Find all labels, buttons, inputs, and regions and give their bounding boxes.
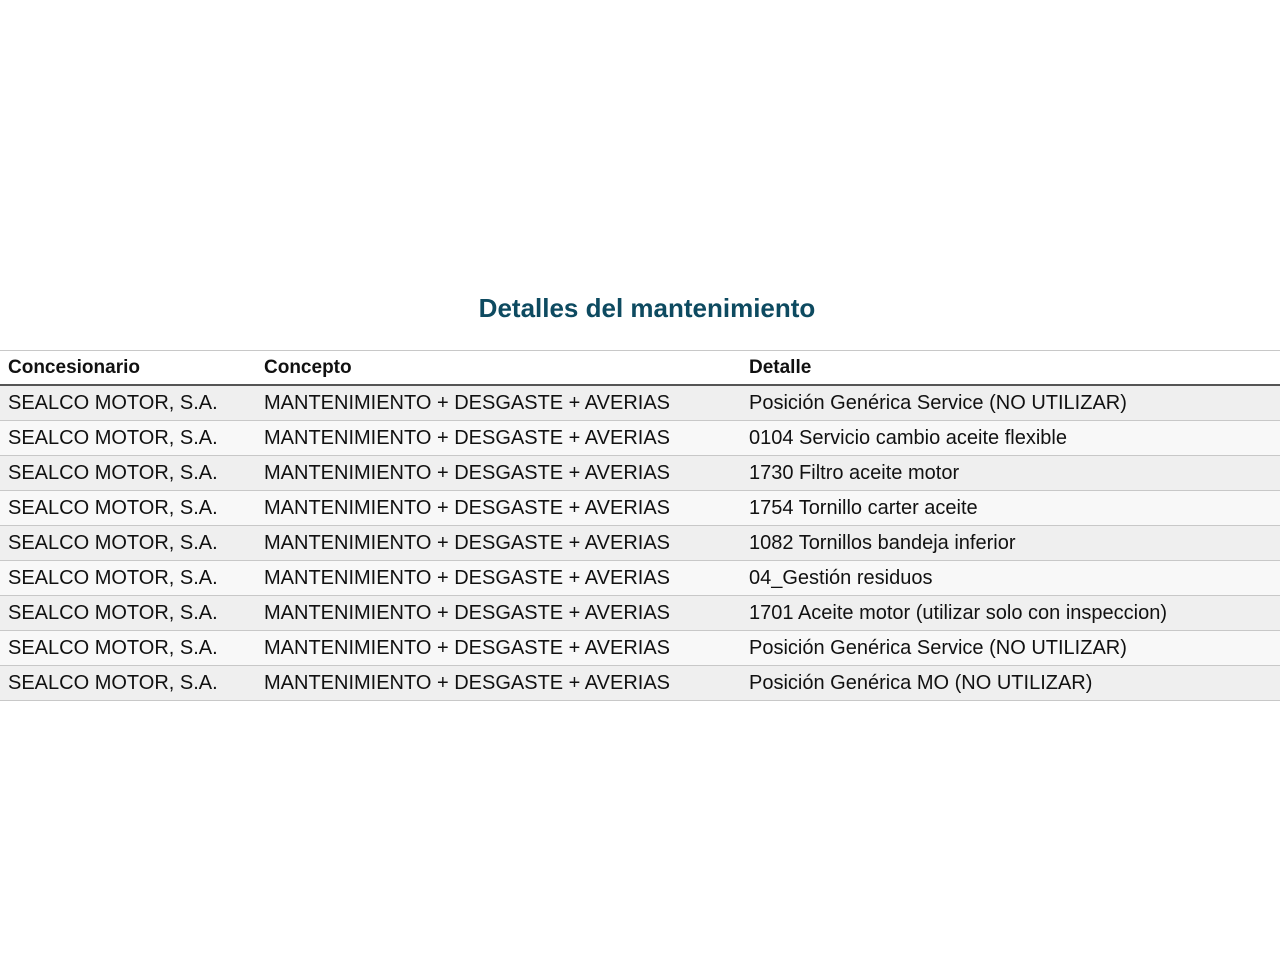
cell-concesionario: SEALCO MOTOR, S.A. xyxy=(8,567,218,589)
cell-concepto: MANTENIMIENTO + DESGASTE + AVERIAS xyxy=(264,392,671,414)
table-header-row xyxy=(0,351,1280,386)
cell-concesionario: SEALCO MOTOR, S.A. xyxy=(8,532,218,554)
table-row xyxy=(0,456,1280,491)
table-row xyxy=(0,526,1280,561)
cell-detalle: 1082 Tornillos bandeja inferior xyxy=(749,532,1016,554)
page-title: Detalles del mantenimiento xyxy=(478,293,816,323)
cell-detalle: Posición Genérica Service (NO UTILIZAR) xyxy=(749,392,1127,414)
table-row xyxy=(0,631,1280,666)
table-row xyxy=(0,561,1280,596)
cell-detalle: Posición Genérica MO (NO UTILIZAR) xyxy=(749,672,1093,694)
cell-concepto: MANTENIMIENTO + DESGASTE + AVERIAS xyxy=(264,637,671,659)
table-row xyxy=(0,666,1280,701)
cell-detalle: 0104 Servicio cambio aceite flexible xyxy=(749,427,1067,449)
cell-concepto: MANTENIMIENTO + DESGASTE + AVERIAS xyxy=(264,602,671,624)
cell-concesionario: SEALCO MOTOR, S.A. xyxy=(8,497,218,519)
cell-detalle: 04_Gestión residuos xyxy=(749,567,933,589)
cell-detalle: 1754 Tornillo carter aceite xyxy=(749,497,978,519)
cell-concesionario: SEALCO MOTOR, S.A. xyxy=(8,637,218,659)
cell-concesionario: SEALCO MOTOR, S.A. xyxy=(8,672,218,694)
column-header-concepto: Concepto xyxy=(264,357,352,378)
column-header-detalle: Detalle xyxy=(749,357,812,378)
cell-concepto: MANTENIMIENTO + DESGASTE + AVERIAS xyxy=(264,427,671,449)
cell-concepto: MANTENIMIENTO + DESGASTE + AVERIAS xyxy=(264,497,671,519)
cell-concesionario: SEALCO MOTOR, S.A. xyxy=(8,462,218,484)
table-row xyxy=(0,491,1280,526)
cell-concesionario: SEALCO MOTOR, S.A. xyxy=(8,392,218,414)
cell-concesionario: SEALCO MOTOR, S.A. xyxy=(8,602,218,624)
cell-detalle: 1701 Aceite motor (utilizar solo con inspeccion) xyxy=(749,602,1167,624)
table-row xyxy=(0,386,1280,421)
cell-detalle: 1730 Filtro aceite motor xyxy=(749,462,960,484)
cell-concepto: MANTENIMIENTO + DESGASTE + AVERIAS xyxy=(264,532,671,554)
maintenance-table xyxy=(0,350,1280,701)
column-header-concesionario: Concesionario xyxy=(8,357,140,378)
cell-concepto: MANTENIMIENTO + DESGASTE + AVERIAS xyxy=(264,672,671,694)
cell-concepto: MANTENIMIENTO + DESGASTE + AVERIAS xyxy=(264,462,671,484)
table-row xyxy=(0,421,1280,456)
cell-concesionario: SEALCO MOTOR, S.A. xyxy=(8,427,218,449)
cell-concepto: MANTENIMIENTO + DESGASTE + AVERIAS xyxy=(264,567,671,589)
table-row xyxy=(0,596,1280,631)
cell-detalle: Posición Genérica Service (NO UTILIZAR) xyxy=(749,637,1127,659)
